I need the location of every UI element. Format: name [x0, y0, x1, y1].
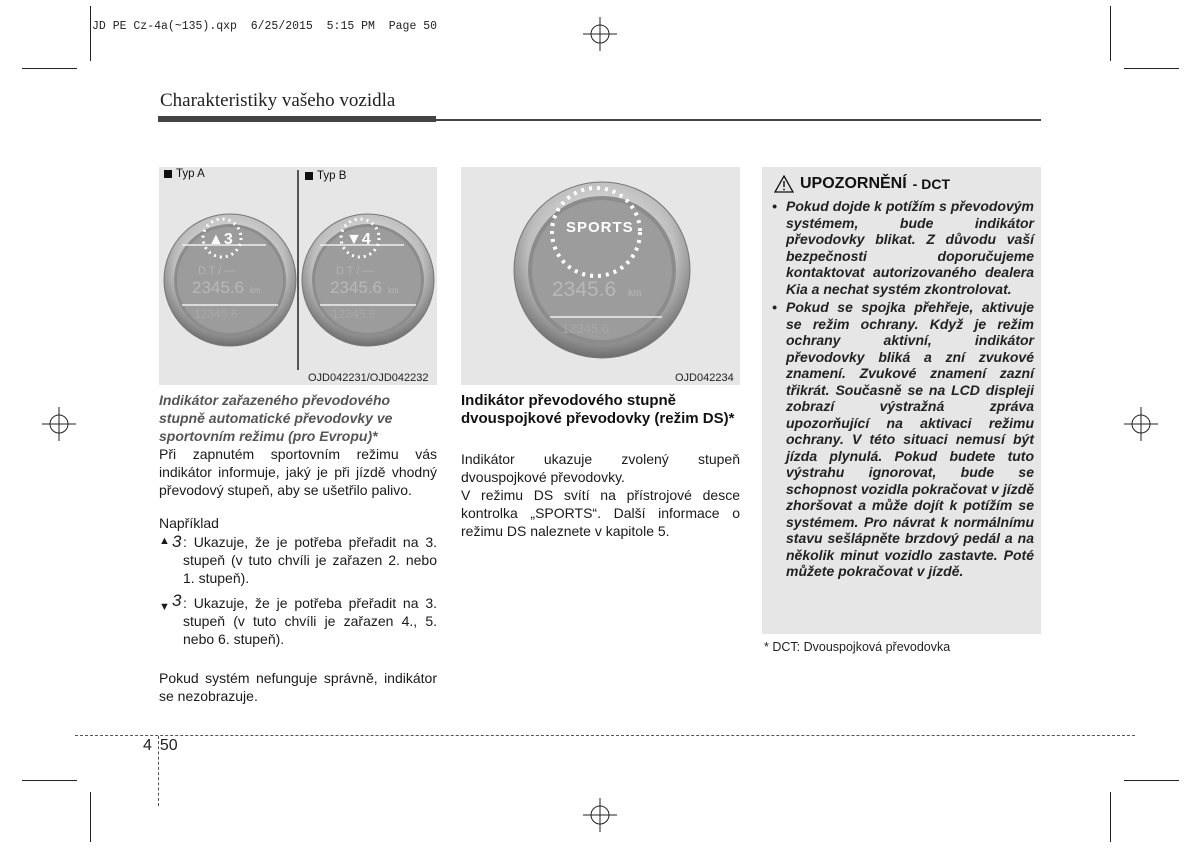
registration-mark-icon — [583, 798, 617, 832]
warning-triangle-icon — [774, 175, 794, 193]
instrument-cluster-sports — [512, 180, 692, 360]
gear-up-explanation: ▲ 3 : Ukazuje, že je potřeba přeřadit na 3. stupeň (v tuto chvíli je zařazen 2. nebo 1. stupeň). — [159, 532, 437, 586]
figure-caption: Indikátor zařazeného převodového stupně automatické převodovky ve sportovním režimu (pro Evropu)* — [159, 392, 393, 444]
gear-up-symbol: ▲ 3 — [159, 532, 182, 551]
crop-mark — [1124, 780, 1179, 781]
square-bullet-icon — [305, 172, 313, 180]
square-bullet-icon — [164, 170, 172, 178]
page-number-value: 50 — [159, 737, 178, 754]
figure-code: OJD042234 — [675, 372, 734, 384]
crop-mark — [22, 780, 77, 781]
instrument-cluster-type-b — [300, 212, 436, 348]
type-b-label: Typ B — [305, 170, 346, 182]
svg-text:km: km — [250, 286, 261, 295]
registration-mark-icon — [42, 407, 76, 441]
svg-text:12345.6: 12345.6 — [562, 321, 609, 336]
registration-mark-icon — [583, 17, 617, 51]
svg-text:12345.6: 12345.6 — [194, 307, 238, 321]
warning-item: • Pokud dojde k potížím s převodovým systémem, bude indikátor převodovky blikat. Z důvodu vaší bezpečnosti doporučujeme kontaktovat autorizovaného dealera Kia a nechat systém zkontrolovat. — [772, 198, 1034, 297]
footnote: * DCT: Dvouspojková převodovka — [764, 640, 951, 654]
crop-mark — [1110, 6, 1111, 61]
warning-list — [770, 198, 1034, 582]
title-rule — [158, 116, 436, 122]
svg-text:12345.6: 12345.6 — [332, 307, 376, 321]
print-slug: JD PE Cz-4a(~135).qxp 6/25/2015 5:15 PM Page 50 — [92, 20, 438, 33]
title-rule — [436, 119, 1041, 121]
gear-indicator-down: ▼4 — [346, 231, 371, 248]
svg-text:2345.6: 2345.6 — [552, 278, 617, 301]
svg-text:2345.6: 2345.6 — [330, 278, 382, 297]
instrument-cluster-type-a — [162, 212, 298, 348]
crop-mark — [90, 6, 91, 61]
crop-mark — [90, 792, 91, 842]
sports-label: SPORTS — [566, 219, 634, 236]
gear-down-explanation: ▼ 3 : Ukazuje, že je potřeba přeřadit na 3. stupeň (v tuto chvíli je zařazen 4., 5. nebo 6. stupeň). — [159, 591, 437, 647]
example-label: Například — [159, 515, 219, 531]
gear-indicator-up: ▲3 — [208, 231, 233, 248]
svg-text:km: km — [388, 286, 399, 295]
gear-down-symbol: ▼ 3 — [159, 594, 195, 648]
warning-box — [762, 167, 1041, 634]
paragraph: Indikátor ukazuje zvolený stupeň dvouspojkové převodovky. — [461, 451, 740, 485]
down-arrow-icon: ▼ — [159, 601, 170, 613]
section-heading: Indikátor převodového stupně dvouspojkové převodovky (režim DS)* — [461, 392, 735, 427]
figure-code: OJD042231/OJD042232 — [308, 372, 429, 384]
registration-mark-icon — [1124, 407, 1158, 441]
warning-item: • Pokud se spojka přehřeje, aktivuje se režim ochrany. Když je režim ochrany aktivní, indikátor převodovky bliká a zní zvukové znamení. Zvukové znamení zazní třikrát. Současně se na LCD displeji zobrazí výstražná zpráva upozorňující na aktivaci režimu ochrany. V této situaci nemusí být jízda plynulá. Pokud budete tuto výstrahu ignorovat, bude se schopnost vozidla pokračovat v jízdě zhoršovat a může dojít k potížím se systémem. Pro návrat k normálnímu stavu sešlápněte brzdový pedál a na několik minut vozidlo zastavte. Poté můžete pokračovat v jízdě. — [772, 299, 1034, 579]
svg-text:D T / —: D T / — — [198, 265, 236, 277]
type-a-label: Typ A — [164, 168, 205, 180]
crop-mark — [1110, 792, 1111, 842]
crop-mark — [1124, 68, 1179, 69]
crop-mark — [22, 68, 77, 69]
warning-title: UPOZORNĚNÍ - DCT — [774, 175, 950, 193]
up-arrow-icon: ▲ — [159, 535, 170, 547]
svg-text:2345.6: 2345.6 — [192, 278, 244, 297]
paragraph: Pokud systém nefunguje správně, indikátor se nezobrazuje. — [159, 670, 437, 704]
footer-rule — [75, 735, 1135, 736]
page-number — [143, 737, 178, 755]
paragraph: V režimu DS svítí na přístrojové desce kontrolka „SPORTS“. Další informace o režimu DS naleznete v kapitole 5. — [461, 487, 740, 539]
paragraph: Při zapnutém sportovním režimu vás indikátor informuje, jaký je při jízdě vhodný převodový stupeň, aby se ušetřilo palivo. — [159, 446, 437, 498]
chapter-number: 4 — [143, 737, 152, 754]
svg-text:D T / —: D T / — — [336, 265, 374, 277]
chapter-title: Charakteristiky vašeho vozidla — [160, 90, 396, 111]
svg-text:km: km — [628, 288, 642, 299]
